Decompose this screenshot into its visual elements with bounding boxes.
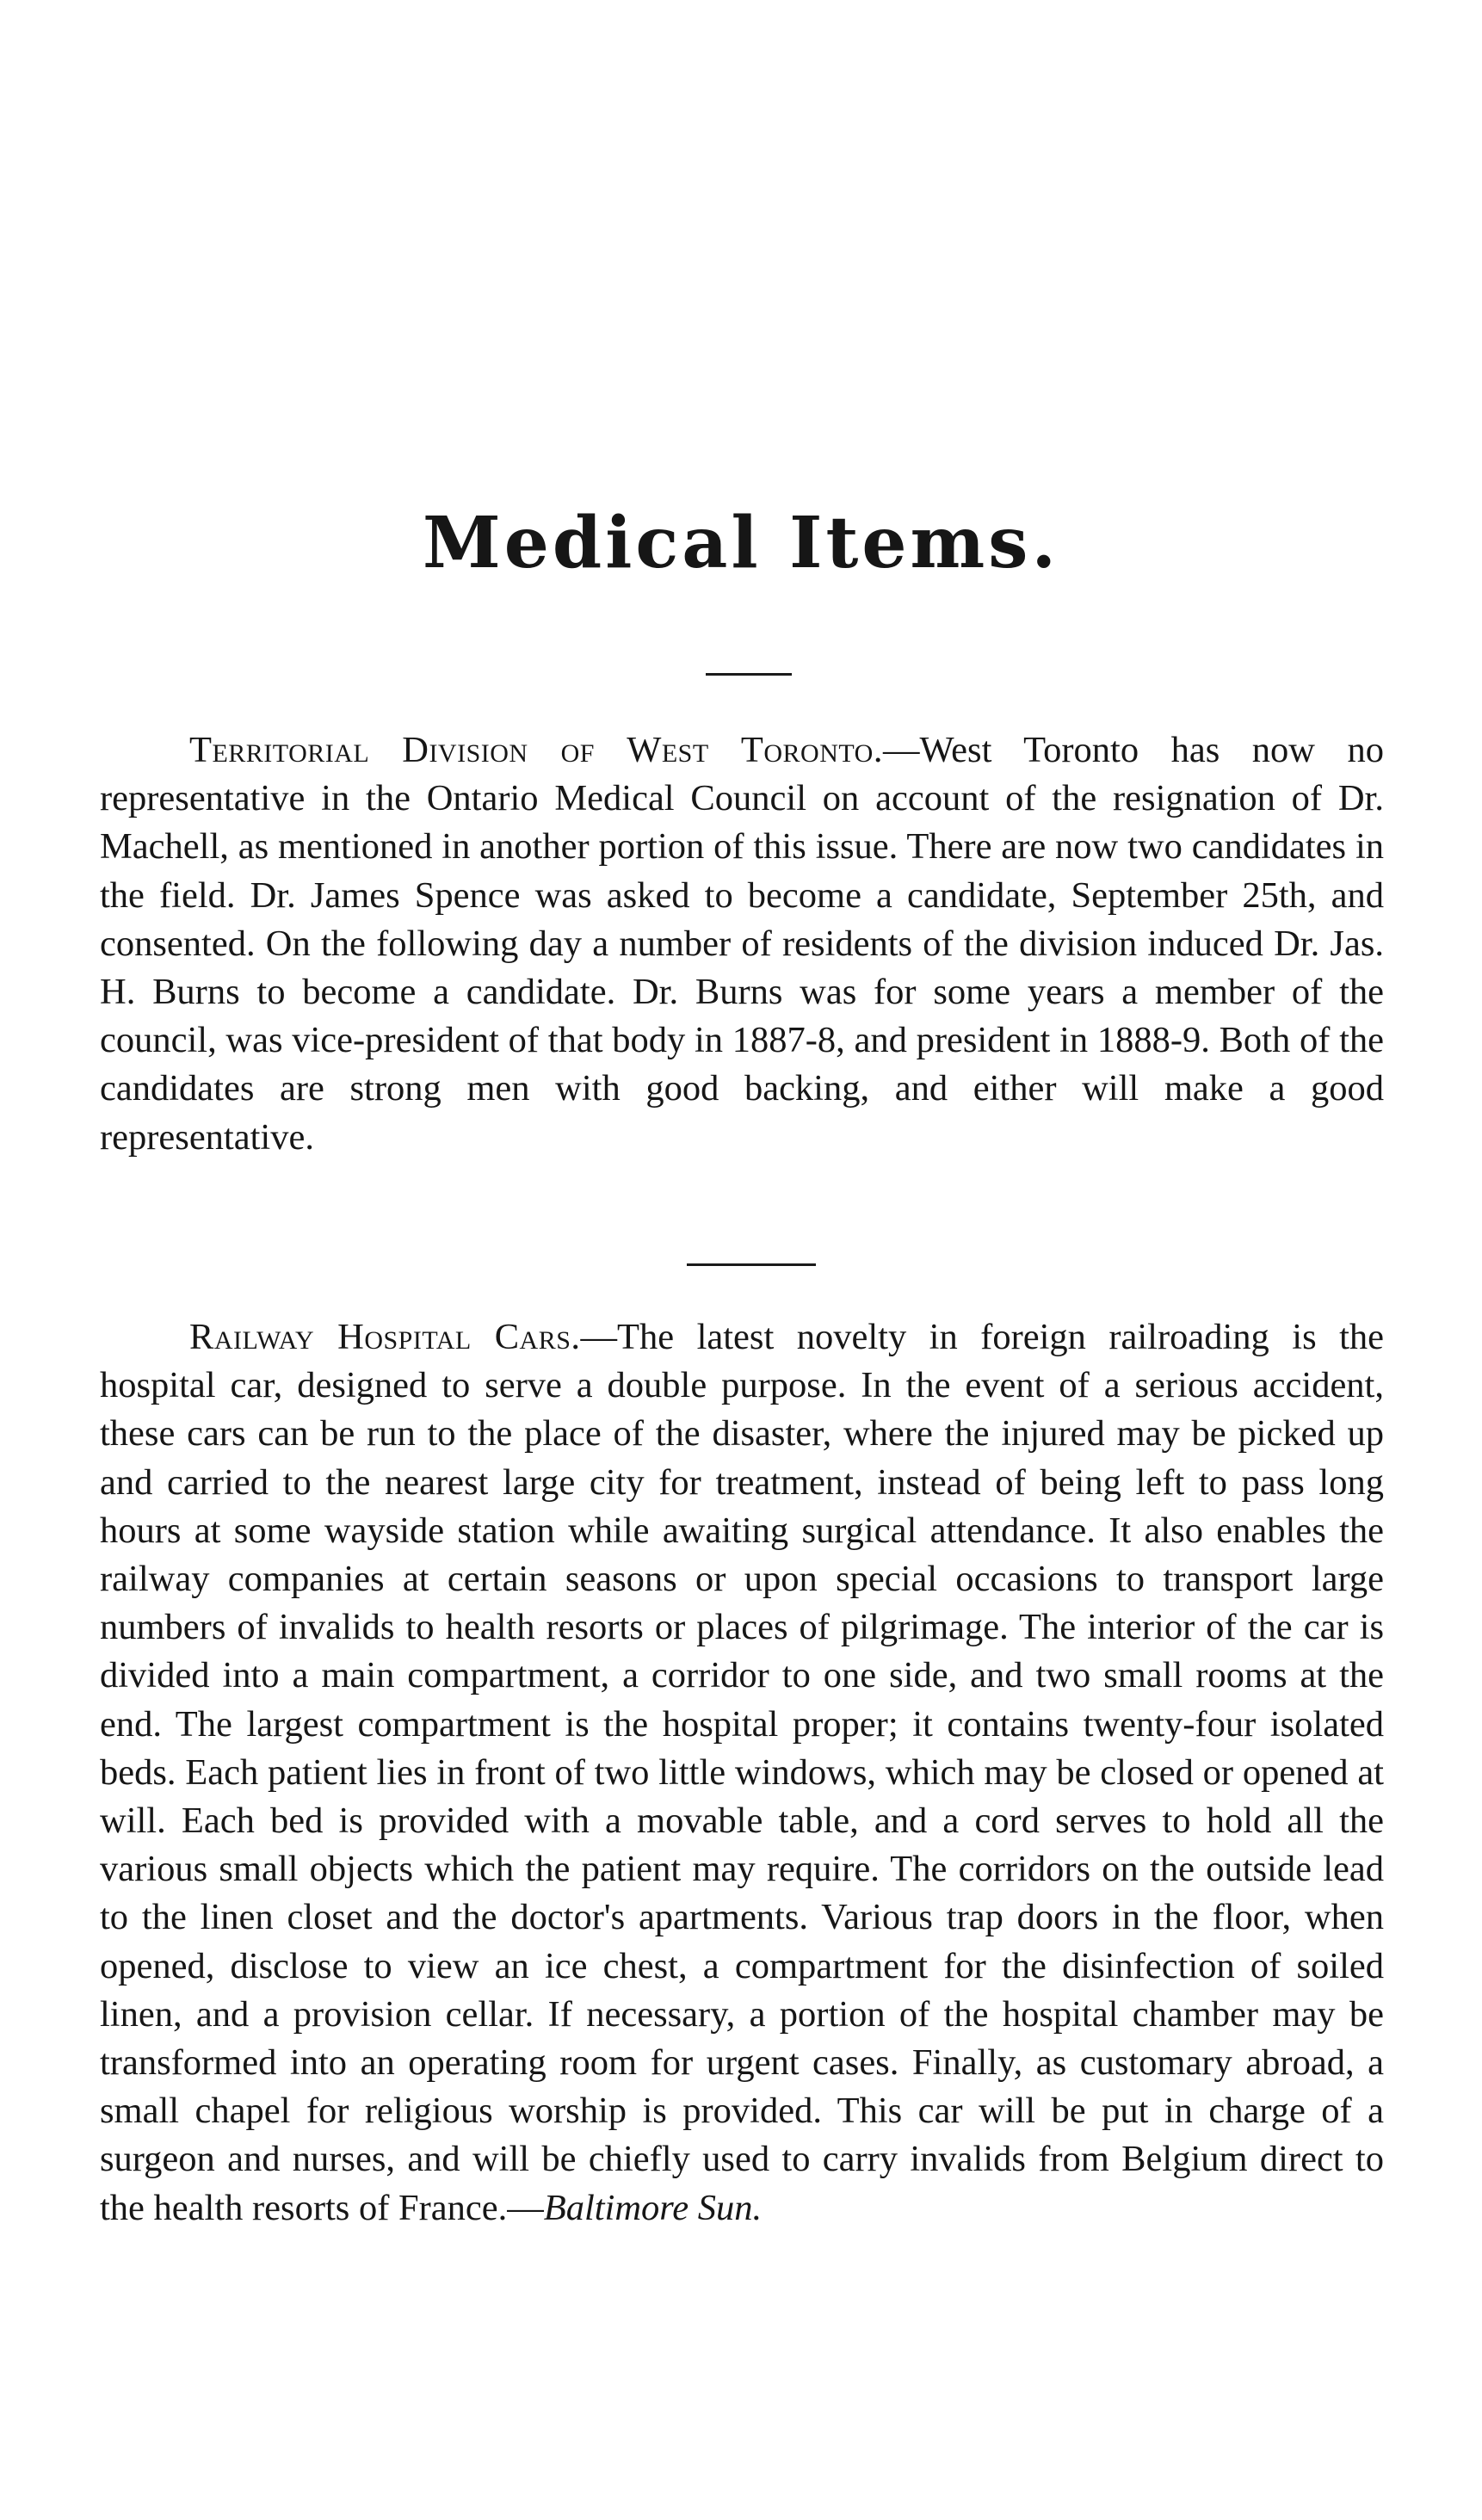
page-title: Medical Items. — [422, 502, 1060, 584]
section-divider — [687, 1263, 816, 1266]
article-railway-hospital-cars — [100, 1313, 1384, 2233]
article-body: —West Toronto has now no representative in the Ontario Medical Council on account of the resignation of Dr. Machell, as mentioned in another portion of this issue. There are now two candidates in the field. Dr. James Spence was asked to become a candidate, September 25th, and consented. On the following day a number of residents of the division induced Dr. Jas. H. Burns to become a candidate. Dr. Burns was for some years a member of the council, was vice-president of that body in 1887-8, and president in 1888-9. Both of the candidates are strong men with good backing, and either will make a good representative. — [100, 730, 1384, 1158]
article-body: —The latest novelty in foreign railroading is the hospital car, designed to serve a double purpose. In the event of a serious accident, these cars can be run to the place of the disaster, where the injured may be picked up and carried to the nearest large city for treatment, instead of being left to pass long hours at some wayside station while awaiting surgical attendance. It also enables the railway companies at certain seasons or upon special occasions to transport large numbers of invalids to health resorts or places of pilgrimage. The interior of the car is divided into a main compartment, a corridor to one side, and two small rooms at the end. The largest compartment is the hospital proper; it contains twenty-four isolated beds. Each patient lies in front of two little windows, which may be closed or opened at will. Each bed is provided with a movable table, and a cord serves to hold all the various small objects which the patient may require. The corridors on the outside lead to the linen closet and the doctor's apartments. Various trap doors in the floor, when opened, disclose to view an ice chest, a compartment for the disinfection of soiled linen, and a provision cellar. If necessary, a portion of the hospital chamber may be transformed into an operating room for urgent cases. Finally, as customary abroad, a small chapel for religious worship is provided. This car will be put in charge of a surgeon and nurses, and will be chiefly used to carry invalids from Belgium direct to the health resorts of France. — [100, 1317, 1384, 2228]
section-divider — [706, 673, 792, 676]
article-source: Baltimore Sun. — [543, 2187, 763, 2228]
source-dash: — — [507, 2187, 544, 2228]
article-heading: Territorial Division of West Toronto. — [189, 730, 883, 770]
article-heading: Railway Hospital Cars. — [189, 1317, 581, 1357]
article-territorial-division — [100, 726, 1384, 1162]
